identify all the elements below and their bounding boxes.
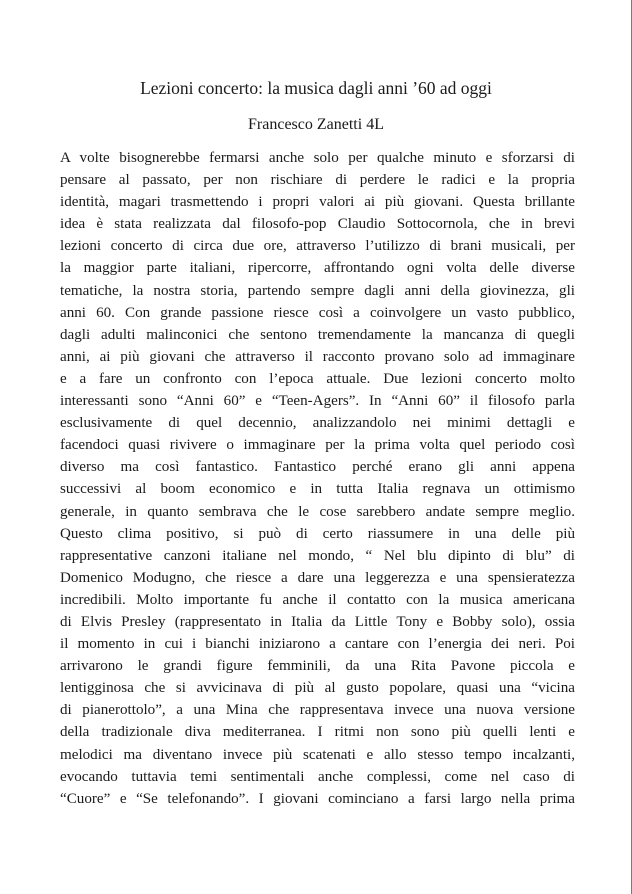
body-line: Domenico Modugno, che riesce a dare una leggerezza e una spensieratezza [60,569,575,586]
body-line: il momento in cui i bianchi iniziarono a cantare con l’energia dei neri. Poi [60,636,575,653]
body-line: anni 60. Con grande passione riesce così a coinvolgere un vasto pubblico, [60,304,575,321]
body-line: e a fare un confronto con l’epoca attuale. Due lezioni concerto molto [60,370,575,387]
document-body [60,147,575,810]
body-line: di Elvis Presley (rappresentato in Italia da Little Tony e Bobby solo), ossia [60,613,575,630]
body-line: facendoci quasi rivivere o immaginare per la prima volta quel periodo così [60,437,575,454]
body-line: anni, ai più giovani che attraverso il racconto provano solo ad immaginare [60,348,575,365]
body-line: tematiche, la nostra storia, partendo sempre dagli anni della giovinezza, gli [60,282,575,299]
body-line: evocando tuttavia temi sentimentali anche complessi, come nel caso di [60,768,575,785]
body-line: lentigginosa che si avvicinava di più al gusto popolare, quasi una “vicina [60,680,575,697]
body-line: idea è stata realizzata dal filosofo-pop Claudio Sottocornola, che in brevi [60,216,575,233]
body-line: generale, in quanto sembrava che le cose sarebbero andate sempre meglio. [60,503,575,520]
document-title: Lezioni concerto: la musica dagli anni ’60 ad oggi [140,78,492,98]
body-line: rappresentative canzoni italiane nel mondo, “ Nel blu dipinto di blu” di [60,547,575,564]
body-line: arrivarono le grandi figure femminili, da una Rita Pavone piccola e [60,658,575,675]
body-line: dagli adulti malinconici che sentono tremendamente la mancanza di quegli [60,326,575,343]
body-line: identità, magari trasmettendo i propri valori ai più giovani. Questa brillante [60,194,575,211]
body-line: di pianerottolo”, a una Mina che rappresentava invece una nuova versione [60,702,575,719]
body-line: Questo clima positivo, si può di certo riassumere in una delle più [60,525,575,542]
body-line: pensare al passato, per non rischiare di perdere le radici e la propria [60,172,575,189]
body-line: la maggior parte italiani, ripercorre, affrontando ogni volta delle diverse [60,260,575,277]
body-line: “Cuore” e “Se telefonando”. I giovani cominciano a farsi largo nella prima [60,790,575,807]
body-line: lezioni concerto di circa due ore, attraverso l’utilizzo di brani musicali, per [60,238,575,255]
body-line: interessanti sono “Anni 60” e “Teen-Agers”. In “Anni 60” il filosofo parla [60,393,575,410]
body-line: A volte bisognerebbe fermarsi anche solo per qualche minuto e sforzarsi di [60,150,575,166]
body-line: diverso ma così fantastico. Fantastico perché erano gli anni appena [60,459,575,476]
document-author: Francesco Zanetti 4L [248,116,384,133]
body-line: esclusivamente di quel decennio, analizzandolo nei minimi dettagli e [60,415,575,432]
body-line: successivi al boom economico e in tutta Italia regnava un ottimismo [60,481,575,498]
body-line: melodici ma diventano invece più scatenati e allo stesso tempo incalzanti, [60,746,575,763]
body-line: incredibili. Molto importante fu anche il contatto con la musica americana [60,591,575,608]
body-line: della tradizionale diva mediterranea. I ritmi non sono più quelli lenti e [60,724,575,741]
